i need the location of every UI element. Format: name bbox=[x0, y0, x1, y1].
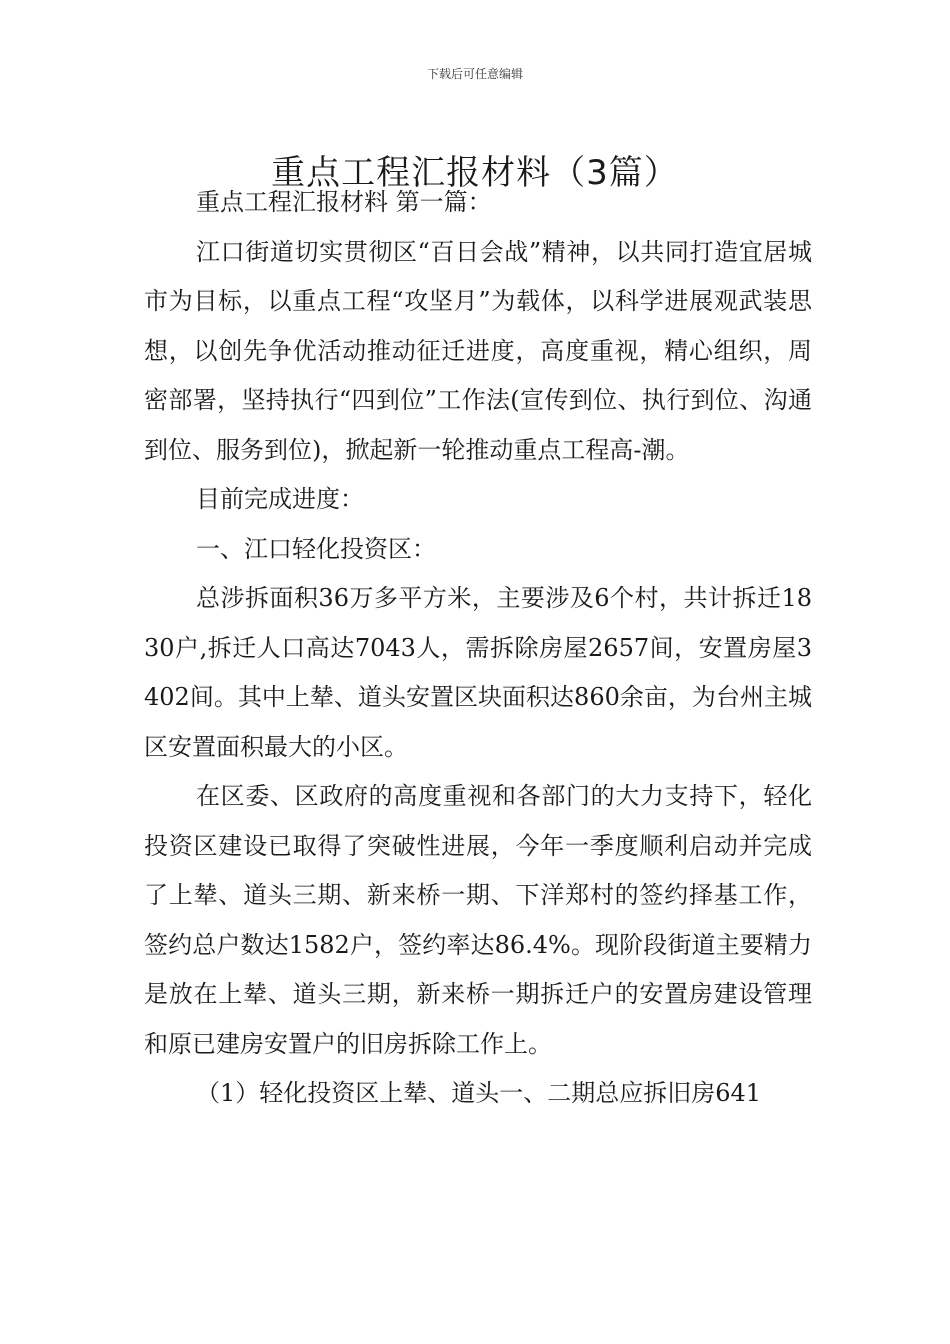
paragraph-item-1: （1）轻化投资区上辇、道头一、二期总应拆旧房641 bbox=[196, 1079, 762, 1107]
paragraph-subsection-heading: 一、江口轻化投资区： bbox=[196, 534, 436, 563]
document-title: 重点工程汇报材料（3篇） bbox=[271, 152, 679, 193]
paragraph-progress-detail: 在区委、区政府的高度重视和各部门的大力支持下，轻化投资区建设已取得了突破性进展，今年一季度顺利启动并完成了上辇、道头三期、新来桥一期、下洋郑村的签约择基工作，签约总户数达1582户，签约率达86.4%。现阶段街道主要精力是放在上辇、道头三期，新来桥一期拆迁户的安置房建设管理和原已建房安置户的旧房拆除工作上。 bbox=[144, 782, 812, 1058]
page-header-note: 下载后可任意编辑 bbox=[426, 67, 523, 81]
paragraph-stats: 总涉拆面积36万多平方米，主要涉及6个村，共计拆迁1830户,拆迁人口高达7043人，需拆除房屋2657间，安置房屋3402间。其中上辇、道头安置区块面积达860余亩，为台州主城区安置面积最大的小区。 bbox=[144, 584, 812, 761]
paragraph-progress-heading: 目前完成进度： bbox=[196, 485, 364, 513]
paragraph-intro: 江口街道切实贯彻区“百日会战”精神，以共同打造宜居城市为目标，以重点工程“攻坚月”为载体，以科学进展观武装思想，以创先争优活动推动征迁进度，高度重视，精心组织，周密部署，坚持执行“四到位”工作法(宣传到位、执行到位、沟通到位、服务到位)，掀起新一轮推动重点工程高-潮。 bbox=[144, 237, 812, 464]
paragraph-section-heading: 重点工程汇报材料 第一篇： bbox=[196, 188, 492, 216]
document-body bbox=[144, 178, 812, 1119]
